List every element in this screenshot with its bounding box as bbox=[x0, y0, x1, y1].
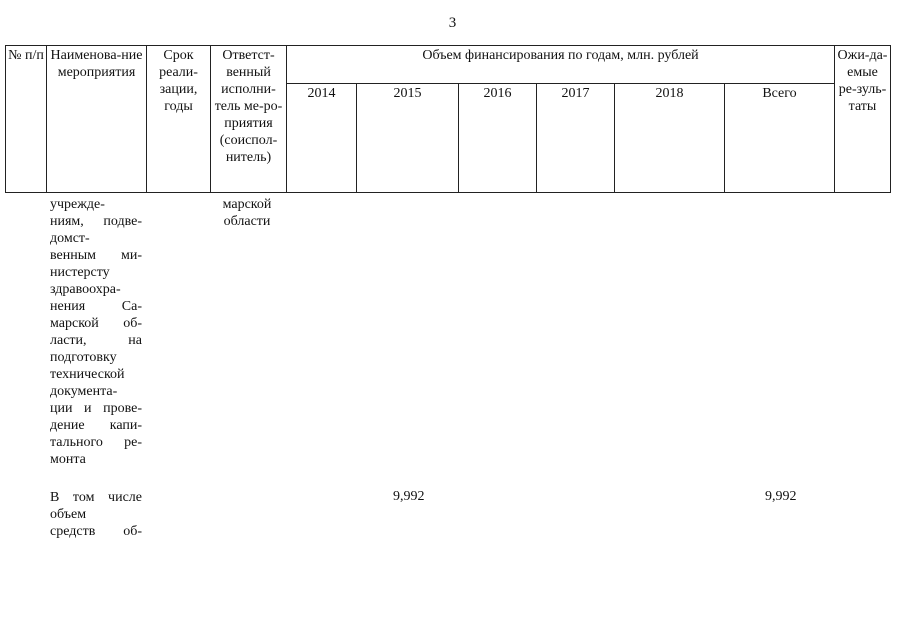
name-line: марской об- bbox=[50, 316, 142, 331]
year-label: 2016 bbox=[483, 85, 512, 101]
row1-responsible-cell bbox=[212, 196, 282, 230]
name-line: В том числе bbox=[50, 490, 142, 505]
header-funding-label: Объем финансирования по годам, млн. рублей bbox=[422, 48, 699, 63]
name-line: нения Са- bbox=[50, 299, 142, 314]
name-line: учрежде- bbox=[50, 197, 105, 212]
row2-value-2015: 9,992 bbox=[393, 489, 425, 504]
header-responsible-label: Ответст-венный исполни-тель ме-ро-приятия (соиспол-нитель) bbox=[214, 48, 283, 165]
header-year-2014 bbox=[287, 83, 357, 192]
year-label: 2014 bbox=[307, 85, 336, 101]
name-line: нистерсту bbox=[50, 265, 110, 280]
name-line: технической bbox=[50, 367, 125, 382]
name-line: ции и прове- bbox=[50, 401, 142, 416]
name-line: подготовку bbox=[50, 350, 117, 365]
name-line: здравоохра- bbox=[50, 282, 121, 297]
name-line: документа- bbox=[50, 384, 118, 399]
header-year-2017 bbox=[537, 83, 615, 192]
name-line: венным ми- bbox=[50, 248, 142, 263]
year-label: 2017 bbox=[561, 85, 590, 101]
name-line: ласти, на bbox=[50, 333, 142, 348]
name-line: дение капи- bbox=[50, 418, 142, 433]
year-label: 2018 bbox=[655, 85, 684, 101]
total-label: Всего bbox=[762, 85, 797, 101]
page-number: 3 bbox=[448, 15, 457, 31]
header-name bbox=[47, 46, 147, 193]
name-line: средств об- bbox=[50, 524, 142, 539]
name-line: монта bbox=[50, 452, 86, 467]
funding-table-header bbox=[5, 45, 891, 193]
header-number bbox=[6, 46, 47, 193]
row2-name-cell bbox=[50, 489, 142, 540]
header-year-2016 bbox=[459, 83, 537, 192]
name-line: ниям, подве- bbox=[50, 214, 142, 229]
header-year-2018 bbox=[615, 83, 725, 192]
name-line: объем bbox=[50, 507, 87, 522]
header-period bbox=[147, 46, 211, 193]
header-funding bbox=[287, 46, 835, 84]
header-number-label: № п/п bbox=[8, 48, 44, 63]
header-period-label: Срок реали-зации, годы bbox=[159, 48, 198, 114]
responsible-line: марской bbox=[222, 197, 272, 212]
header-total bbox=[725, 83, 835, 192]
row2-value-total: 9,992 bbox=[765, 489, 797, 504]
name-line: тального ре- bbox=[50, 435, 142, 450]
name-line: домст- bbox=[50, 231, 90, 246]
header-year-2015 bbox=[357, 83, 459, 192]
header-name-label: Наименова-ние мероприятия bbox=[50, 48, 143, 80]
header-results-label: Ожи-да-емые ре-зуль-таты bbox=[837, 48, 888, 114]
year-label: 2015 bbox=[393, 85, 422, 101]
responsible-line: области bbox=[223, 214, 271, 229]
row1-name-cell bbox=[50, 196, 142, 468]
header-responsible bbox=[211, 46, 287, 193]
header-results bbox=[835, 46, 891, 193]
